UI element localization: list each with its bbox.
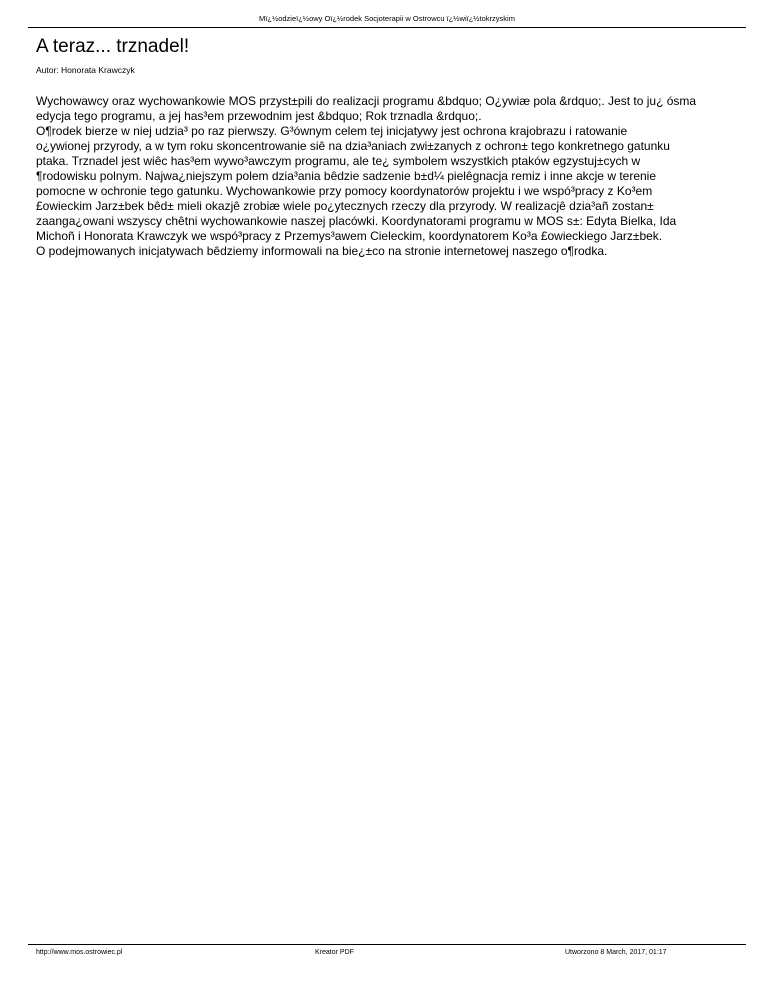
- article-body-line: ¶rodowisku polnym. Najwa¿niejszym polem dzia³ania bêdzie sadzenie b±d¼ pielêgnacja remiz i inne akcje w terenie: [36, 169, 657, 183]
- article-body-line: zaanga¿owani wszyscy chêtni wychowankowie naszej placówki. Koordynatorami programu w MOS s±: Edyta Bielka, Ida: [36, 214, 677, 228]
- footer-creator: Kreator PDF: [315, 949, 354, 956]
- article-body-line: £owieckim Jarz±bek bêd± mieli okazjê zrobiæ wiele po¿ytecznych rzeczy dla przyrody. W realizacjê dzia³añ zostan±: [36, 199, 654, 213]
- page-header-title: Mï¿½odzieï¿½owy Oï¿½rodek Socjoterapii w Ostrowcu ï¿½wiï¿½tokrzyskim: [259, 14, 515, 23]
- article-author: Autor: Honorata Krawczyk: [36, 65, 135, 75]
- article-body-line: O podejmowanych inicjatywach bêdziemy informowali na bie¿±co na stronie internetowej naszego o¶rodka.: [36, 244, 608, 258]
- article-title: A teraz... trznadel!: [36, 36, 190, 57]
- footer-divider: [28, 944, 746, 945]
- footer-created-date: Utworzono 8 March, 2017, 01:17: [565, 949, 667, 956]
- article-body-line: pomocne w ochronie tego gatunku. Wychowankowie przy pomocy koordynatorów projektu i we wspó³pracy z Ko³em: [36, 184, 653, 198]
- footer-url: http://www.mos.ostrowiec.pl: [36, 949, 123, 956]
- article-body-line: Wychowawcy oraz wychowankowie MOS przyst±pili do realizacji programu &bdquo; O¿ywiæ pola &rdquo;. Jest to ju¿ ósma: [36, 94, 697, 108]
- article-body-line: Michoñ i Honorata Krawczyk we wspó³pracy z Przemys³awem Cieleckim, koordynatorem Ko³a £owieckiego Jarz±bek.: [36, 229, 663, 243]
- article-body-line: edycja tego programu, a jej has³em przewodnim jest &bdquo; Rok trznadla &rdquo;.: [36, 109, 482, 123]
- article-body-line: O¶rodek bierze w niej udzia³ po raz pierwszy. G³ównym celem tej inicjatywy jest ochrona krajobrazu i ratowanie: [36, 124, 628, 138]
- article-body-line: o¿ywionej przyrody, a w tym roku skoncentrowanie siê na dzia³aniach zwi±zanych z ochron± tego konkretnego gatunku: [36, 139, 670, 153]
- article-body: [36, 94, 748, 259]
- header-divider: [28, 27, 746, 28]
- article-body-line: ptaka. Trznadel jest wiêc has³em wywo³awczym programu, ale te¿ symbolem wszystkich ptaków egzystuj±cych w: [36, 154, 641, 168]
